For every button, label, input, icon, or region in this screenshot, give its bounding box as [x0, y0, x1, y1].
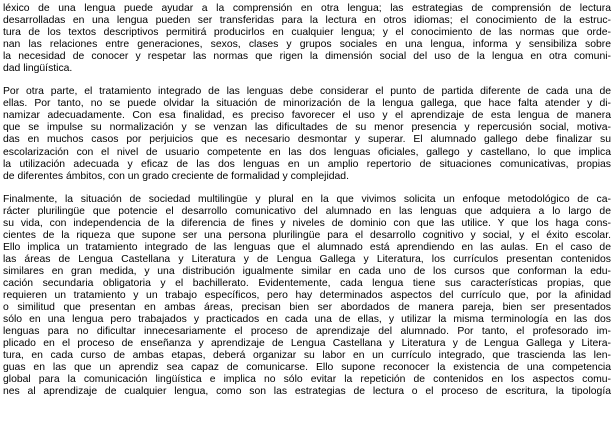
text-line: la utilización adecuada y eficaz de las dos lenguas en un amplio repertorio de situaciones comunicativas, propias — [3, 158, 611, 170]
text-line: o similitud que presentan en ambas áreas, precisan bien ser abordados de manera pareja, bien ser presentados — [3, 302, 611, 314]
text-line: cientes de la riqueza que supone ser una persona plurilingüe para el desarrollo cognitivo y social, y el éxito escolar. — [3, 229, 611, 241]
text-line: tura, en cada curso de ambas etapas, deberá organizar su labor en un currículo integrado, que trascienda las len- — [3, 350, 611, 362]
text-line: léxico de una lengua puede ayudar a la comprensión en otra lengua; las estrategias de comprensión de lectura — [3, 3, 611, 14]
paragraph — [3, 3, 611, 75]
text-line: plicado en el proceso de enseñanza y aprendizaje de Lengua Castellana y Literatura y de Lengua Gallega y Litera- — [3, 338, 611, 350]
text-line: lenguas para no dificultar innecesariamente el proceso de aprendizaje del alumnado. Por tanto, el profesorado im- — [3, 326, 611, 338]
text-line: que se impulse su normalización y se venzan las dificultades de su menor presencia y repercusión social, motiva- — [3, 122, 611, 134]
text-line: Por otra parte, el tratamiento integrado de las lenguas debe considerar el punto de partida diferente de cada una de — [3, 86, 611, 98]
text-line: Finalmente, la situación de sociedad multilingüe y plural en la que vivimos solicita un enfoque metodológico de ca- — [3, 193, 611, 205]
text-line: tura de los textos descriptivos permitirá producirlos en cualquier lengua; y el conocimiento de las normas que orde- — [3, 27, 611, 39]
paragraph — [3, 194, 611, 399]
text-line: das en muchos casos por perjuicios que es necesario desmontar y superar. El alumnado gallego debe finalizar su — [3, 134, 611, 146]
text-line: global para la comunicación lingüística e implica no sólo evitar la repetición de contenidos en los aspectos comu- — [3, 374, 611, 386]
text-line: la necesidad de conocer y respetar las normas que rigen la dimensión social del uso de la lengua en otra comuni- — [3, 51, 611, 63]
text-line: Ello implica un tratamiento integrado de las lenguas que el alumnado está aprendiendo en las aulas. En el caso de — [3, 241, 611, 253]
text-line: rácter plurilingüe que potencie el desarrollo comunicativo del alumnado en las lenguas que adquiera a lo largo de — [3, 205, 611, 217]
text-line: requieren un tratamiento y un trabajo específicos, pero hay determinados aspectos del currículo que, por la afinidad — [3, 290, 611, 302]
text-line: sólo en una lengua pero trabajados y practicados en cada una de ellas, y utilizar la misma terminología en las dos — [3, 314, 611, 326]
text-line: desarrolladas en una lengua pueden ser transferidas para la lectura en otros idiomas; el conocimiento de la estruc- — [3, 15, 611, 27]
text-line: namizar adecuadamente. Con esa finalidad, es preciso favorecer el uso y el aprendizaje de esta lengua de manera — [3, 110, 611, 122]
text-line: escolarización con el nivel de usuario competente en las dos lenguas oficiales, gallego y castellano, lo que implica — [3, 146, 611, 158]
text-line: guas en las que un aprendiz sea capaz de comunicarse. Ello supone reconocer la existencia de una competencia — [3, 362, 611, 374]
document-page — [3, 3, 611, 398]
paragraph — [3, 86, 611, 182]
text-line: las áreas de Lengua Castellana y Literatura y de Lengua Gallega y Literatura, los currículos presentan contenidos — [3, 253, 611, 265]
text-line: dad lingüística. — [3, 63, 73, 75]
text-line: de diferentes ámbitos, con un grado creciente de formalidad y complejidad. — [3, 170, 349, 182]
text-line: nes al aprendizaje de cualquier lengua, como son las estrategias de lectura o el proceso de escritura, la tipología — [3, 386, 611, 398]
text-line: similares en gran medida, y una distribución igualmente similar en cada uno de los cursos que conforman la edu- — [3, 265, 611, 277]
text-line: ellas. Por tanto, no se puede olvidar la situación de minorización de la lengua gallega, que hace falta atender y di- — [3, 98, 611, 110]
text-line: cación secundaria obligatoria y el bachillerato. Evidentemente, cada lengua tiene sus características propias, que — [3, 277, 611, 289]
text-line: su vida, con independencia de la diferencia de fines y niveles de dominio con que las utilice. Y que los haga cons- — [3, 217, 611, 229]
text-line: nan las relaciones entre generaciones, sexos, clases y grupos sociales en una lengua, informa y sensibiliza sobre — [3, 39, 611, 51]
